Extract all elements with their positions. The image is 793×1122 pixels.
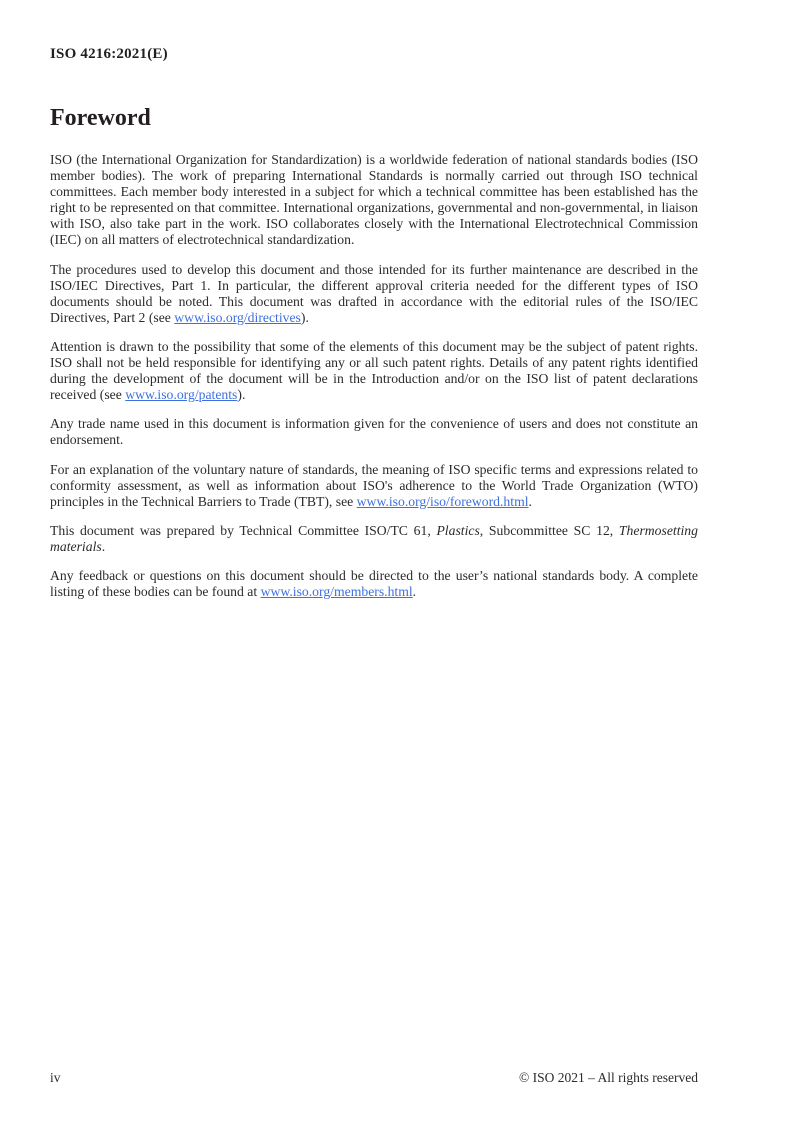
page-number: iv bbox=[50, 1070, 61, 1085]
page-footer bbox=[50, 1070, 698, 1086]
paragraph-3: Attention is drawn to the possibility that some of the elements of this document may be the subject of patent rights. ISO shall not be held responsible for identifying any or all such patent rights. Details of any patent rights identified during the development of the document will be in the Introduction and/or on the ISO list of patent declarations received (see www.iso.org/patents). bbox=[50, 338, 698, 403]
paragraph-5: For an explanation of the voluntary nature of standards, the meaning of ISO specific terms and expressions related to conformity assessment, as well as information about ISO's adherence to the World Trade Organization (WTO) principles in the Technical Barriers to Trade (TBT), see www.iso.org/iso/foreword.html. bbox=[50, 461, 698, 509]
paragraph-4: Any trade name used in this document is information given for the convenience of users and does not constitute an endorsement. bbox=[50, 416, 698, 448]
paragraph-7: Any feedback or questions on this document should be directed to the user’s national standards body. A complete listing of these bodies can be found at www.iso.org/members.html. bbox=[50, 567, 698, 600]
hyperlink[interactable]: www.iso.org/patents bbox=[125, 387, 238, 403]
italic-text: Plastics bbox=[436, 522, 480, 538]
hyperlink[interactable]: www.iso.org/directives bbox=[174, 309, 301, 325]
copyright-notice: © ISO 2021 – All rights reserved bbox=[519, 1070, 698, 1085]
foreword-paragraphs bbox=[50, 152, 698, 613]
page-title: Foreword bbox=[50, 105, 151, 131]
hyperlink[interactable]: www.iso.org/iso/foreword.html bbox=[356, 493, 529, 509]
italic-text: Thermosetting materials bbox=[50, 522, 698, 554]
paragraph-1: ISO (the International Organization for Standardization) is a worldwide federation of national standards bodies (ISO member bodies). The work of preparing International Standards is normally carried out through ISO technical committees. Each member body interested in a subject for which a technical committee has been established has the right to be represented on that committee. International organizations, governmental and non-governmental, in liaison with ISO, also take part in the work. ISO collaborates closely with the International Electrotechnical Commission (IEC) on all matters of electrotechnical standardization. bbox=[50, 152, 698, 248]
document-reference-header: ISO 4216:2021(E) bbox=[50, 46, 168, 62]
hyperlink[interactable]: www.iso.org/members.html bbox=[260, 584, 413, 600]
paragraph-2: The procedures used to develop this document and those intended for its further maintenance are described in the ISO/IEC Directives, Part 1. In particular, the different approval criteria needed for the different types of ISO documents should be noted. This document was drafted in accordance with the editorial rules of the ISO/IEC Directives, Part 2 (see www.iso.org/directives). bbox=[50, 261, 698, 325]
paragraph-6: This document was prepared by Technical Committee ISO/TC 61, Plastics, Subcommittee SC 12, Thermosetting materials. bbox=[50, 522, 698, 554]
